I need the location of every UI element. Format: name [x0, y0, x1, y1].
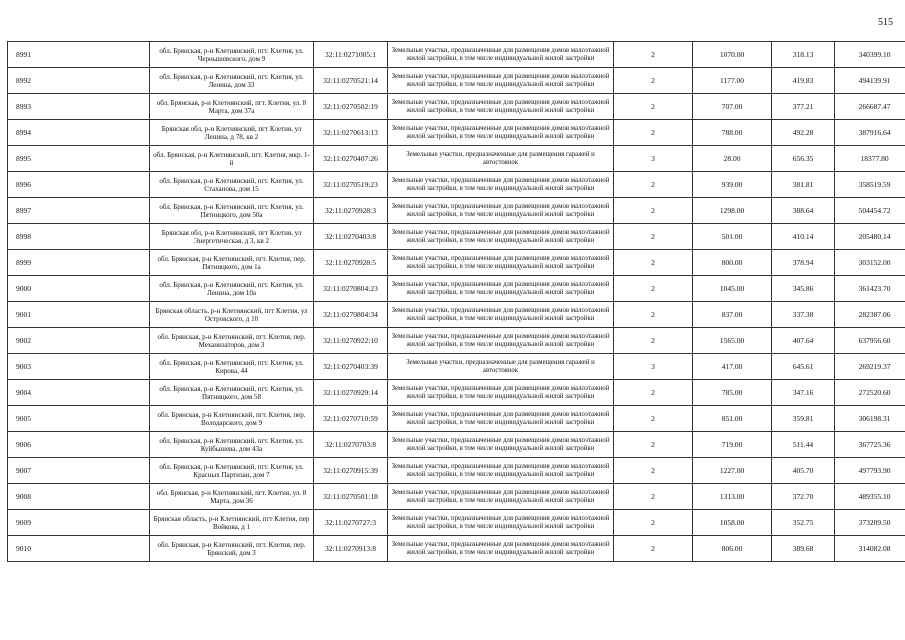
table-row	[8, 120, 905, 146]
row-rate: 388.64	[772, 198, 835, 224]
row-address: обл. Брянская, р-н Клетнянский, пгт. Клетня, ул. Пятницкого, дом 50а	[150, 198, 314, 224]
table-row	[8, 224, 905, 250]
row-group: 2	[614, 536, 693, 562]
cadastral-value-table	[7, 41, 905, 562]
row-cadastral-value: 266687.47	[835, 94, 905, 120]
row-area: 417.00	[693, 354, 772, 380]
row-number: 8992	[8, 68, 150, 94]
row-address: обл. Брянская, р-н Клетнянский, пгт. Клетня, ул. Пятницкого, дом 58	[150, 380, 314, 406]
row-number: 8991	[8, 42, 150, 68]
row-cadastral-number: 32:11:0270502:19	[314, 94, 388, 120]
row-number: 8999	[8, 250, 150, 276]
row-rate: 347.16	[772, 380, 835, 406]
row-cadastral-number: 32:11:0270804:23	[314, 276, 388, 302]
row-land-use: Земельные участки, предназначенные для размещения домов малоэтажной жилой застройки, в том числе индивидуальной жилой застройки	[388, 484, 614, 510]
row-land-use: Земельные участки, предназначенные для размещения домов малоэтажной жилой застройки, в том числе индивидуальной жилой застройки	[388, 406, 614, 432]
row-rate: 345.86	[772, 276, 835, 302]
row-group: 3	[614, 354, 693, 380]
row-cadastral-value: 637956.60	[835, 328, 905, 354]
row-cadastral-value: 303152.00	[835, 250, 905, 276]
table-row	[8, 406, 905, 432]
row-area: 806.00	[693, 536, 772, 562]
table-row	[8, 42, 905, 68]
row-land-use: Земельные участки, предназначенные для размещения домов малоэтажной жилой застройки, в том числе индивидуальной жилой застройки	[388, 458, 614, 484]
row-area: 707.00	[693, 94, 772, 120]
row-cadastral-value: 497793.90	[835, 458, 905, 484]
table-row	[8, 536, 905, 562]
row-area: 719.00	[693, 432, 772, 458]
row-rate: 419.83	[772, 68, 835, 94]
row-number: 9006	[8, 432, 150, 458]
row-area: 800.00	[693, 250, 772, 276]
row-cadastral-value: 387916.64	[835, 120, 905, 146]
row-rate: 656.35	[772, 146, 835, 172]
row-group: 2	[614, 94, 693, 120]
row-number: 9005	[8, 406, 150, 432]
row-address: обл. Брянская, р-н Клетнянский, пгт. Клетня, ул. Стаханова, дом 15	[150, 172, 314, 198]
row-cadastral-number: 32:11:0270613:13	[314, 120, 388, 146]
row-land-use: Земельные участки, предназначенные для размещения гаражей и автостоянок	[388, 354, 614, 380]
row-address: Брянская обл, р-н Клетнянский, пгт Клетня, ул Энергетическая, д 3, кв 2	[150, 224, 314, 250]
row-group: 2	[614, 68, 693, 94]
table-row	[8, 302, 905, 328]
row-rate: 352.75	[772, 510, 835, 536]
row-area: 1565.00	[693, 328, 772, 354]
table-row	[8, 458, 905, 484]
row-land-use: Земельные участки, предназначенные для размещения домов малоэтажной жилой застройки, в том числе индивидуальной жилой застройки	[388, 198, 614, 224]
row-rate: 407.64	[772, 328, 835, 354]
row-address: обл. Брянская, р-н Клетнянский, пгт. Клетня, ул. 8 Марта, дом 37а	[150, 94, 314, 120]
table-row	[8, 380, 905, 406]
page-number: 515	[878, 17, 893, 28]
row-land-use: Земельные участки, предназначенные для размещения домов малоэтажной жилой застройки, в том числе индивидуальной жилой застройки	[388, 172, 614, 198]
row-cadastral-value: 489355.10	[835, 484, 905, 510]
table-row	[8, 146, 905, 172]
row-cadastral-value: 373209.50	[835, 510, 905, 536]
row-cadastral-number: 32:11:0270403:8	[314, 224, 388, 250]
row-land-use: Земельные участки, предназначенные для размещения домов малоэтажной жилой застройки, в том числе индивидуальной жилой застройки	[388, 42, 614, 68]
row-number: 8998	[8, 224, 150, 250]
row-area: 851.00	[693, 406, 772, 432]
row-rate: 337.38	[772, 302, 835, 328]
row-area: 28.00	[693, 146, 772, 172]
table-row	[8, 354, 905, 380]
row-number: 9004	[8, 380, 150, 406]
row-area: 1177.00	[693, 68, 772, 94]
table-row	[8, 510, 905, 536]
row-address: Брянская область, р-н Клетнянский, пгт Клетня, пер Войкова, д 1	[150, 510, 314, 536]
row-address: обл. Брянская, р-н Клетнянский, пгт. Клетня, мкр. 1-й	[150, 146, 314, 172]
row-cadastral-value: 367725.36	[835, 432, 905, 458]
row-cadastral-number: 32:11:0270727:3	[314, 510, 388, 536]
row-group: 2	[614, 458, 693, 484]
row-land-use: Земельные участки, предназначенные для размещения домов малоэтажной жилой застройки, в том числе индивидуальной жилой застройки	[388, 536, 614, 562]
row-number: 9000	[8, 276, 150, 302]
row-area: 1313.00	[693, 484, 772, 510]
row-land-use: Земельные участки, предназначенные для размещения домов малоэтажной жилой застройки, в том числе индивидуальной жилой застройки	[388, 302, 614, 328]
row-address: обл. Брянская, р-н Клетнянский, пгт. Клетня, пер. Брянский, дом 3	[150, 536, 314, 562]
row-rate: 359.81	[772, 406, 835, 432]
row-number: 8995	[8, 146, 150, 172]
row-group: 2	[614, 198, 693, 224]
row-area: 1227.00	[693, 458, 772, 484]
row-area: 837.00	[693, 302, 772, 328]
row-cadastral-number: 32:11:0270703:8	[314, 432, 388, 458]
row-area: 1045.00	[693, 276, 772, 302]
row-cadastral-value: 306198.31	[835, 406, 905, 432]
row-rate: 378.94	[772, 250, 835, 276]
row-number: 9008	[8, 484, 150, 510]
row-group: 2	[614, 120, 693, 146]
row-address: обл. Брянская, р-н Клетнянский, пгт. Клетня, пер. Пятницкого, дом 1а	[150, 250, 314, 276]
table-row	[8, 276, 905, 302]
row-land-use: Земельные участки, предназначенные для размещения домов малоэтажной жилой застройки, в том числе индивидуальной жилой застройки	[388, 120, 614, 146]
table-row	[8, 172, 905, 198]
row-land-use: Земельные участки, предназначенные для размещения домов малоэтажной жилой застройки, в том числе индивидуальной жилой застройки	[388, 328, 614, 354]
row-group: 2	[614, 328, 693, 354]
row-cadastral-number: 32:11:0270929:14	[314, 380, 388, 406]
row-cadastral-value: 282387.06	[835, 302, 905, 328]
table-row	[8, 94, 905, 120]
row-cadastral-value: 18377.80	[835, 146, 905, 172]
row-rate: 405.70	[772, 458, 835, 484]
row-number: 8993	[8, 94, 150, 120]
row-address: обл. Брянская, р-н Клетнянский, пгт. Клетня, ул. Куйбышева, дом 43а	[150, 432, 314, 458]
row-number: 9010	[8, 536, 150, 562]
row-address: обл. Брянская, р-н Клетнянский, пгт. Клетня, ул. Чернышевского, дом 9	[150, 42, 314, 68]
table-body	[8, 42, 905, 562]
row-rate: 377.21	[772, 94, 835, 120]
row-rate: 410.14	[772, 224, 835, 250]
row-number: 9007	[8, 458, 150, 484]
row-cadastral-number: 32:11:0270710:59	[314, 406, 388, 432]
row-rate: 372.70	[772, 484, 835, 510]
table-row	[8, 484, 905, 510]
row-area: 939.00	[693, 172, 772, 198]
row-cadastral-value: 269219.37	[835, 354, 905, 380]
row-cadastral-value: 494139.91	[835, 68, 905, 94]
row-cadastral-value: 314082.08	[835, 536, 905, 562]
row-land-use: Земельные участки, предназначенные для размещения домов малоэтажной жилой застройки, в том числе индивидуальной жилой застройки	[388, 68, 614, 94]
row-land-use: Земельные участки, предназначенные для размещения домов малоэтажной жилой застройки, в том числе индивидуальной жилой застройки	[388, 510, 614, 536]
row-group: 2	[614, 432, 693, 458]
row-rate: 381.81	[772, 172, 835, 198]
row-number: 8997	[8, 198, 150, 224]
row-area: 501.00	[693, 224, 772, 250]
row-address: Брянская область, р-н Клетнянский, пгт Клетня, ул Островского, д 10	[150, 302, 314, 328]
row-cadastral-number: 32:11:0270915:39	[314, 458, 388, 484]
row-group: 2	[614, 172, 693, 198]
row-address: обл. Брянская, р-н Клетнянский, пгт. Клетня, ул. Красных Партизан, дом 7	[150, 458, 314, 484]
row-cadastral-number: 32:11:0270804:34	[314, 302, 388, 328]
row-cadastral-number: 32:11:0270403:39	[314, 354, 388, 380]
row-address: обл. Брянская, р-н Клетнянский, пгт. Клетня, ул. 8 Марта, дом 36	[150, 484, 314, 510]
row-land-use: Земельные участки, предназначенные для размещения домов малоэтажной жилой застройки, в том числе индивидуальной жилой застройки	[388, 250, 614, 276]
row-cadastral-value: 504454.72	[835, 198, 905, 224]
row-rate: 318.13	[772, 42, 835, 68]
row-cadastral-value: 205480.14	[835, 224, 905, 250]
table-row	[8, 432, 905, 458]
row-group: 2	[614, 42, 693, 68]
row-number: 9001	[8, 302, 150, 328]
row-number: 8994	[8, 120, 150, 146]
row-group: 2	[614, 250, 693, 276]
row-cadastral-number: 32:11:0270407:26	[314, 146, 388, 172]
row-group: 2	[614, 302, 693, 328]
row-area: 1298.00	[693, 198, 772, 224]
row-rate: 511.44	[772, 432, 835, 458]
row-cadastral-number: 32:11:0270913:8	[314, 536, 388, 562]
row-land-use: Земельные участки, предназначенные для размещения домов малоэтажной жилой застройки, в том числе индивидуальной жилой застройки	[388, 380, 614, 406]
row-number: 8996	[8, 172, 150, 198]
row-area: 788.00	[693, 120, 772, 146]
row-number: 9003	[8, 354, 150, 380]
row-rate: 492.28	[772, 120, 835, 146]
row-group: 2	[614, 510, 693, 536]
row-number: 9009	[8, 510, 150, 536]
row-address: обл. Брянская, р-н Клетнянский, пгт. Клетня, ул. Ленина, дом 33	[150, 68, 314, 94]
row-land-use: Земельные участки, предназначенные для размещения домов малоэтажной жилой застройки, в том числе индивидуальной жилой застройки	[388, 94, 614, 120]
row-cadastral-number: 32:11:0271005:1	[314, 42, 388, 68]
row-area: 1070.00	[693, 42, 772, 68]
row-rate: 389.68	[772, 536, 835, 562]
row-address: обл. Брянская, р-н Клетнянский, пгт. Клетня, ул. Кирова, 44	[150, 354, 314, 380]
row-group: 2	[614, 380, 693, 406]
row-address: обл. Брянская, р-н Клетнянский, пгт. Клетня, ул. Ленина, дом 10а	[150, 276, 314, 302]
row-area: 1058.00	[693, 510, 772, 536]
row-cadastral-number: 32:11:0270519:23	[314, 172, 388, 198]
row-address: Брянская обл, р-н Клетнянский, пгт Клетня, ул Ленина, д 78, кв 2	[150, 120, 314, 146]
row-group: 2	[614, 484, 693, 510]
row-cadastral-number: 32:11:0270501:18	[314, 484, 388, 510]
row-land-use: Земельные участки, предназначенные для размещения гаражей и автостоянок	[388, 146, 614, 172]
table-row	[8, 198, 905, 224]
row-cadastral-number: 32:11:0270922:10	[314, 328, 388, 354]
row-cadastral-number: 32:11:0270521:14	[314, 68, 388, 94]
table-row	[8, 68, 905, 94]
row-number: 9002	[8, 328, 150, 354]
row-group: 2	[614, 276, 693, 302]
row-cadastral-value: 340399.10	[835, 42, 905, 68]
table-row	[8, 328, 905, 354]
row-address: обл. Брянская, р-н Клетнянский, пгт. Клетня, пер. Механизаторов, дом 3	[150, 328, 314, 354]
row-address: обл. Брянская, р-н Клетнянский, пгт. Клетня, пер. Володарского, дом 9	[150, 406, 314, 432]
row-cadastral-value: 272520.60	[835, 380, 905, 406]
table-row	[8, 250, 905, 276]
row-cadastral-value: 358519.59	[835, 172, 905, 198]
row-group: 2	[614, 406, 693, 432]
row-area: 785.00	[693, 380, 772, 406]
row-cadastral-value: 361423.70	[835, 276, 905, 302]
row-cadastral-number: 32:11:0270928:5	[314, 250, 388, 276]
row-group: 3	[614, 146, 693, 172]
row-land-use: Земельные участки, предназначенные для размещения домов малоэтажной жилой застройки, в том числе индивидуальной жилой застройки	[388, 276, 614, 302]
row-land-use: Земельные участки, предназначенные для размещения домов малоэтажной жилой застройки, в том числе индивидуальной жилой застройки	[388, 224, 614, 250]
row-rate: 645.61	[772, 354, 835, 380]
row-land-use: Земельные участки, предназначенные для размещения домов малоэтажной жилой застройки, в том числе индивидуальной жилой застройки	[388, 432, 614, 458]
row-group: 2	[614, 224, 693, 250]
row-cadastral-number: 32:11:0270928:3	[314, 198, 388, 224]
